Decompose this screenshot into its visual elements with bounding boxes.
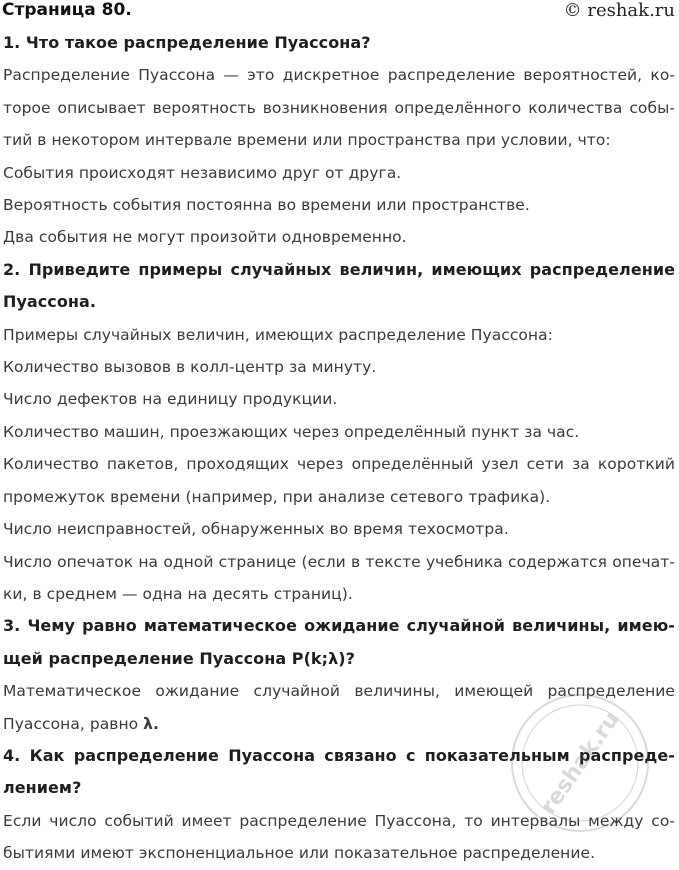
answer-line: Число неисправностей, обнаруженных во время техосмотра. [3, 520, 509, 539]
page-title: Страница 80. [2, 0, 132, 20]
answer-1 [3, 59, 675, 253]
answer-3 [3, 675, 675, 740]
question-line: 1. Что такое распределение Пуассона? [3, 33, 371, 52]
answer-line: торое описывает вероятность возникновения определённого количества собы- [3, 98, 675, 117]
answer-line: Два события не могут произойти одновременно. [3, 228, 407, 247]
answer-line: Математическое ожидание случайной величины, имеющей распределение [3, 682, 675, 701]
answer-line: промежуток времени (например, при анализе сетевого трафика). [3, 487, 551, 506]
question-2 [3, 254, 675, 319]
answer-text: Пуассона, равно [3, 714, 144, 733]
watermark-text: reshak.ru [536, 707, 625, 820]
question-line: щей распределение Пуассона P(k;λ)? [3, 648, 355, 668]
question-4 [3, 740, 675, 805]
page-header [0, 0, 679, 26]
answer-line: тий в некотором интервале времени или пространства при условии, что: [3, 131, 611, 150]
question-line: лением? [3, 778, 82, 798]
answer-line: Вероятность события постоянна во времени или пространстве. [3, 196, 530, 215]
answer-line: Если число событий имеет распределение Пуассона, то интервалы между со- [3, 811, 675, 830]
question-line: 2. Приведите примеры случайных величин, имеющих распределение [3, 259, 675, 279]
answer-4 [3, 805, 675, 870]
answer-line: Примеры случайных величин, имеющих распределение Пуассона: [3, 325, 553, 344]
question-line: 3. Чему равно математическое ожидание случайной величины, имею- [3, 616, 675, 636]
question-1 [3, 27, 675, 59]
lambda-symbol: λ. [143, 714, 159, 733]
answer-line: ки, в среднем — одна на десять страниц). [3, 584, 353, 603]
question-line: 4. Как распределение Пуассона связано с показательным распреде- [3, 745, 675, 765]
question-3 [3, 610, 675, 675]
answer-2 [3, 319, 675, 611]
question-line: Пуассона. [3, 292, 96, 312]
answer-line: Количество машин, проезжающих через определённый пункт за час. [3, 422, 580, 441]
answer-line: Распределение Пуассона — это дискретное распределение вероятностей, ко- [3, 66, 675, 85]
document-body [3, 27, 675, 870]
answer-line: События происходят независимо друг от друга. [3, 163, 402, 182]
answer-line: Количество вызовов в колл-центр за минуту. [3, 358, 377, 377]
answer-line [3, 708, 675, 740]
answer-line: Число дефектов на единицу продукции. [3, 390, 338, 409]
copyright-notice: © reshak.ru [563, 0, 675, 21]
answer-line: Число опечаток на одной странице (если в тексте учебника содержатся опечат- [3, 552, 675, 571]
answer-line: бытиями имеют экспоненциальное или показательное распределение. [3, 844, 596, 863]
answer-line: Количество пакетов, проходящих через определённый узел сети за короткий [3, 455, 675, 474]
